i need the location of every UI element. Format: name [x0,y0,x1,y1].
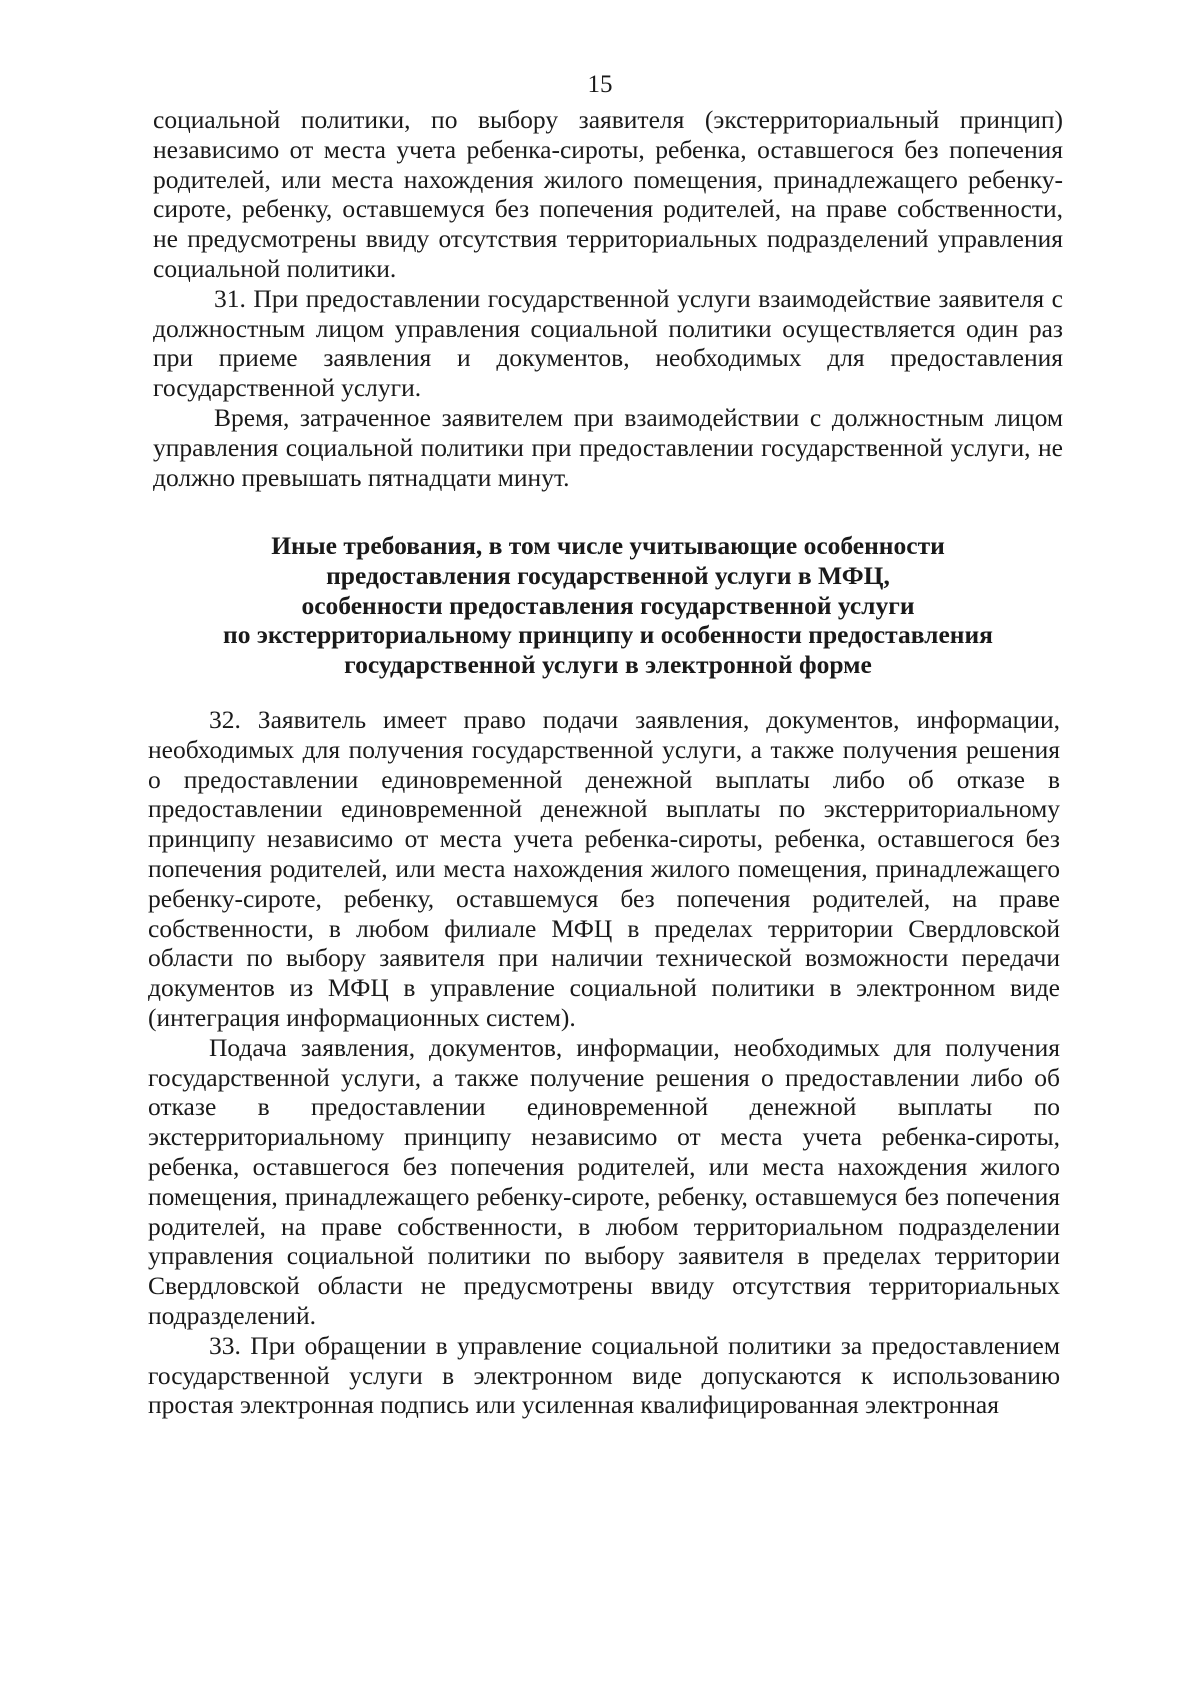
section-heading-line: государственной услуги в электронной форме [344,650,872,680]
paragraph-32: 32. Заявитель имеет право подачи заявления, документов, информации, необходимых для получения государственной услуги, а также получения решения о предоставлении единовременной денежной выплаты либо об отказе в предоставлении единовременной денежной выплаты по экстерриториальному принципу независимо от места учета ребенка-сироты, ребенка, оставшегося без попечения родителей, или места нахождения жилого помещения, принадлежащего ребенку-сироте, ребенку, оставшемуся без попечения родителей, на праве собственности, в любом филиале МФЦ в пределах территории Свердловской области по выбору заявителя при наличии технической возможности передачи документов из МФЦ в управление социальной политики в электронном виде (интеграция информационных систем). [148,705,1060,1032]
paragraph-continuation: социальной политики, по выбору заявителя (экстерриториальный принцип) независимо от места учета ребенка-сироты, ребенка, оставшегося без попечения родителей, или места нахождения жилого помещения, принадлежащего ребенку-сироте, ребенку, оставшемуся без попечения родителей, на праве собственности, не предусмотрены ввиду отсутствия территориальных подразделений управления социальной политики. [153,105,1063,283]
page-number: 15 [587,71,613,98]
section-heading [153,531,1063,680]
top-text-block [153,105,1063,492]
section-heading-line: по экстерриториальному принципу и особенности предоставления [223,620,993,650]
paragraph-33: 33. При обращении в управление социальной политики за предоставлением государственной услуги в электронном виде допускаются к использованию простая электронная подпись или усиленная квалифицированная электронная [148,1330,1060,1420]
paragraph-31: 31. При предоставлении государственной услуги взаимодействие заявителя с должностным лицом управления социальной политики осуществляется один раз при приеме заявления и документов, необходимых для предоставления государственной услуги. [153,283,1063,403]
bottom-text-block [148,705,1060,1420]
section-heading-line: предоставления государственной услуги в МФЦ, [326,560,890,590]
section-heading-line: Иные требования, в том числе учитывающие особенности [271,531,945,560]
paragraph-time-limit: Время, затраченное заявителем при взаимодействии с должностным лицом управления социальной политики при предоставлении государственной услуги, не должно превышать пятнадцати минут. [153,402,1063,492]
section-heading-line: особенности предоставления государственной услуги [301,590,915,620]
paragraph-submission: Подача заявления, документов, информации, необходимых для получения государственной услуги, а также получение решения о предоставлении либо об отказе в предоставлении единовременной денежной выплаты по экстерриториальному принципу независимо от места учета ребенка-сироты, ребенка, оставшегося без попечения родителей, или места нахождения жилого помещения, принадлежащего ребенку-сироте, ребенку, оставшемуся без попечения родителей, на праве собственности, в любом территориальном подразделении управления социальной политики по выбору заявителя в пределах территории Свердловской области не предусмотрены ввиду отсутствия территориальных подразделений. [148,1032,1060,1330]
